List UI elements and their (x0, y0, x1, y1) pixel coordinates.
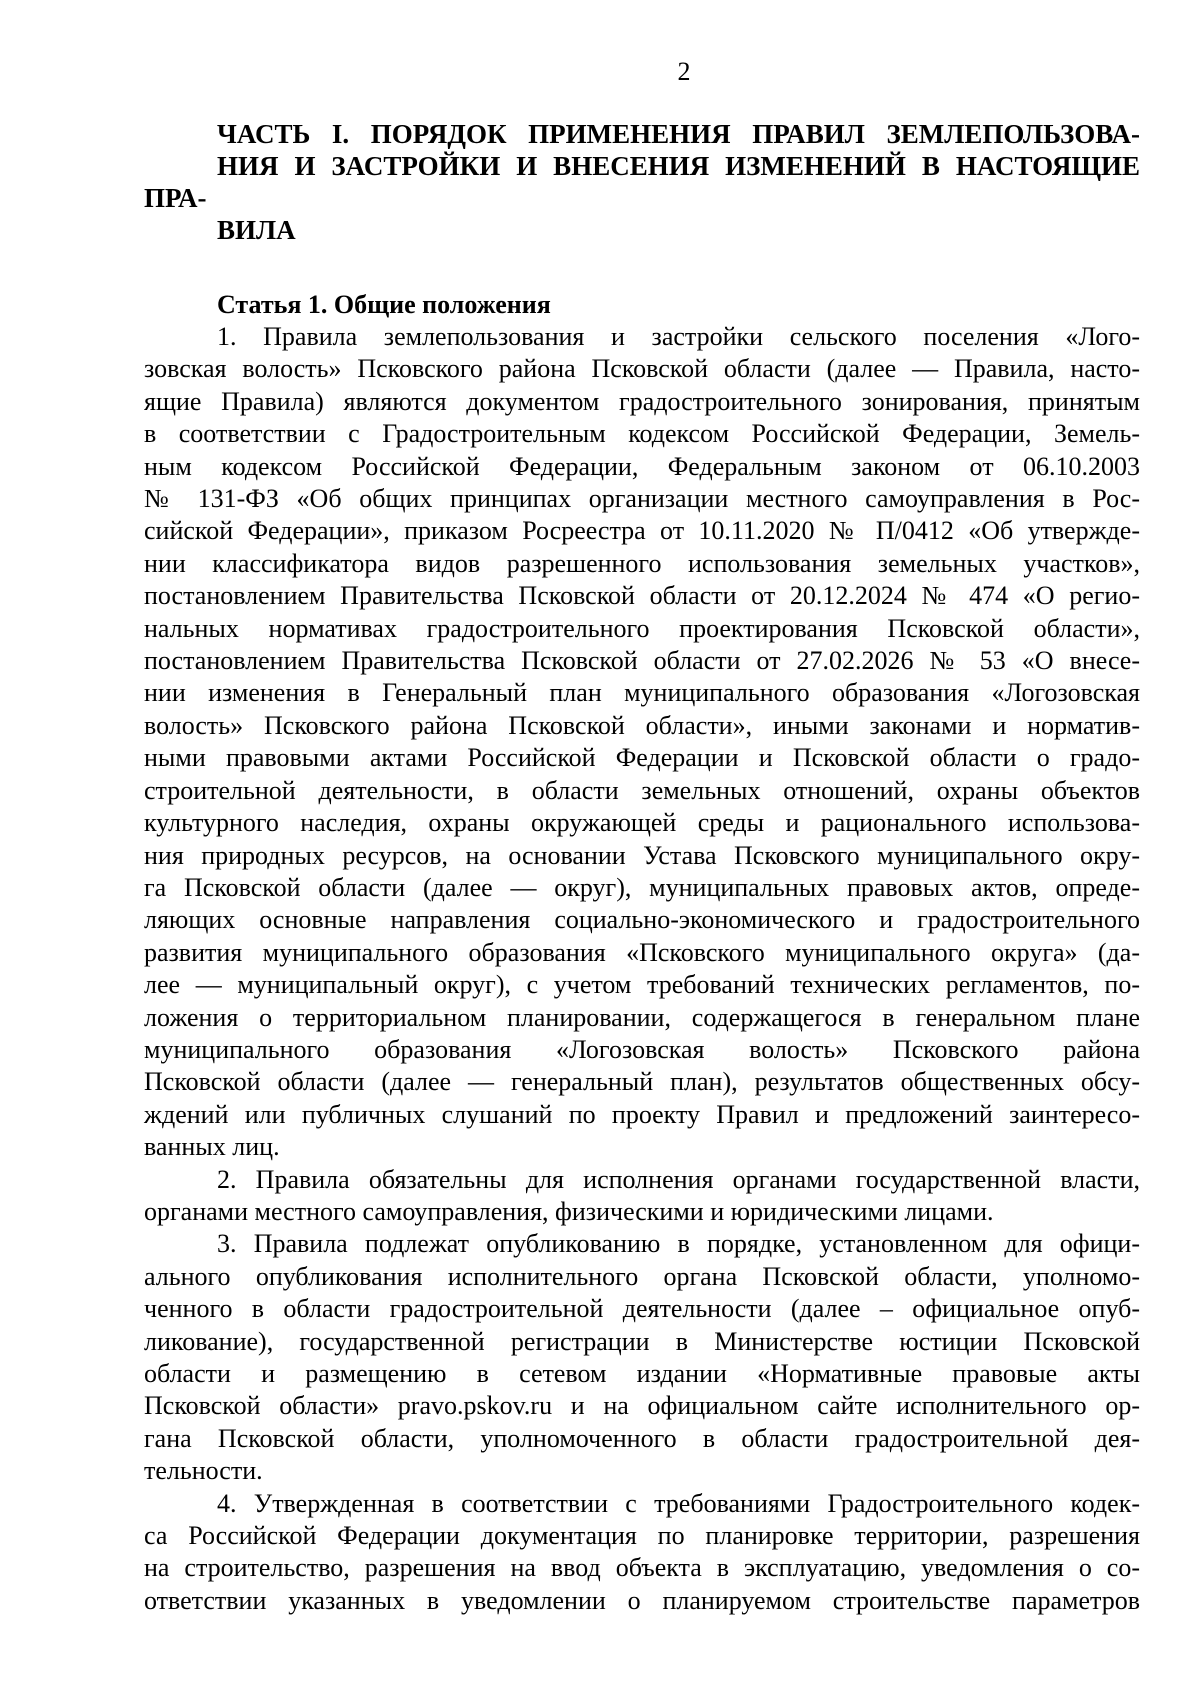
text-line: ответствии указанных в уведомлении о планируемом строительстве параметров (144, 1585, 1140, 1615)
text-line: нальных нормативах градостроительного проектирования Псковской области», (144, 613, 1140, 643)
text-line: на строительство, разрешения на ввод объекта в эксплуатацию, уведомления о со- (144, 1553, 1140, 1583)
text-line: ального опубликования исполнительного органа Псковской области, уполномо- (144, 1261, 1140, 1291)
text-line: постановлением Правительства Псковской области от 20.12.2024 № 474 «О регио- (144, 581, 1140, 611)
paragraph-1 (144, 321, 1140, 1164)
article-text (144, 321, 1140, 1617)
text-line: 3. Правила подлежат опубликованию в порядке, установленном для офици- (217, 1229, 1140, 1259)
paragraph-4 (144, 1488, 1140, 1618)
document-body (144, 118, 1140, 1617)
paragraph-2 (144, 1164, 1140, 1229)
text-line: ликование), государственной регистрации в Министерстве юстиции Псковской (144, 1326, 1140, 1356)
text-line: 4. Утвержденная в соответствии с требованиями Градостроительного кодек- (217, 1488, 1140, 1518)
text-line: гана Псковской области, уполномоченного в области градостроительной дея- (144, 1423, 1140, 1453)
text-line: Псковской области (далее — генеральный план), результатов общественных обсу- (144, 1067, 1140, 1097)
text-line: са Российской Федерации документация по планировке территории, разрешения (144, 1521, 1140, 1551)
text-line: ванных лиц. (144, 1132, 280, 1162)
text-line: муниципального образования «Логозовская волость» Псковского района (144, 1034, 1140, 1064)
text-line: лее — муниципальный округ), с учетом требований технических регламентов, по- (144, 970, 1140, 1000)
text-line: тельности. (144, 1456, 263, 1486)
text-line: в соответствии с Градостроительным кодексом Российской Федерации, Земель- (144, 419, 1140, 449)
text-line: ящие Правила) являются документом градостроительного зонирования, принятым (144, 386, 1140, 416)
article-heading: Статья 1. Общие положения (217, 290, 551, 319)
text-line: га Псковской области (далее — округ), муниципальных правовых актов, опреде- (144, 872, 1140, 902)
part-heading-line: ВИЛА (217, 215, 296, 245)
part-heading-line: НИЯ И ЗАСТРОЙКИ И ВНЕСЕНИЯ ИЗМЕНЕНИЙ В НАСТОЯЩИЕ ПРА- (144, 151, 1140, 213)
text-line: развития муниципального образования «Псковского муниципального округа» (да- (144, 937, 1140, 967)
text-line: ченного в области градостроительной деятельности (далее – официальное опуб- (144, 1294, 1140, 1324)
text-line: волость» Псковского района Псковской области», иными законами и норматив- (144, 710, 1140, 740)
text-line: ляющих основные направления социально-экономического и градостроительного (144, 905, 1140, 935)
text-line: № 131-ФЗ «Об общих принципах организации местного самоуправления в Рос- (144, 484, 1140, 514)
text-line: строительной деятельности, в области земельных отношений, охраны объектов (144, 775, 1140, 805)
text-line: сийской Федерации», приказом Росреестра от 10.11.2020 № П/0412 «Об утвержде- (144, 516, 1140, 546)
text-line: нии классификатора видов разрешенного использования земельных участков», (144, 548, 1140, 578)
text-line: ждений или публичных слушаний по проекту Правил и предложений заинтересо- (144, 1099, 1140, 1129)
text-line: ния природных ресурсов, на основании Устава Псковского муниципального окру- (144, 840, 1140, 870)
paragraph-3 (144, 1228, 1140, 1487)
text-line: Псковской области» pravo.pskov.ru и на официальном сайте исполнительного ор- (144, 1391, 1140, 1421)
text-line: области и размещению в сетевом издании «Нормативные правовые акты (144, 1359, 1140, 1388)
part-heading (144, 118, 1140, 246)
page-number: 2 (677, 57, 691, 86)
text-line: нии изменения в Генеральный план муниципального образования «Логозовская (144, 678, 1140, 708)
text-line: культурного наследия, охраны окружающей среды и рационального использова- (144, 808, 1140, 838)
text-line: ным кодексом Российской Федерации, Федеральным законом от 06.10.2003 (144, 451, 1140, 481)
text-line: ными правовыми актами Российской Федерации и Псковской области о градо- (144, 743, 1140, 773)
text-line: зовская волость» Псковского района Псковской области (далее — Правила, насто- (144, 354, 1140, 384)
text-line: 2. Правила обязательны для исполнения органами государственной власти, (217, 1164, 1140, 1194)
text-line: ложения о территориальном планировании, содержащегося в генеральном плане (144, 1002, 1140, 1032)
text-line: постановлением Правительства Псковской области от 27.02.2026 № 53 «О внесе- (144, 646, 1140, 676)
text-line: органами местного самоуправления, физическими и юридическими лицами. (144, 1196, 994, 1226)
part-heading-line: ЧАСТЬ I. ПОРЯДОК ПРИМЕНЕНИЯ ПРАВИЛ ЗЕМЛЕПОЛЬЗОВА- (217, 119, 1140, 149)
text-line: 1. Правила землепользования и застройки сельского поселения «Лого- (217, 322, 1140, 351)
